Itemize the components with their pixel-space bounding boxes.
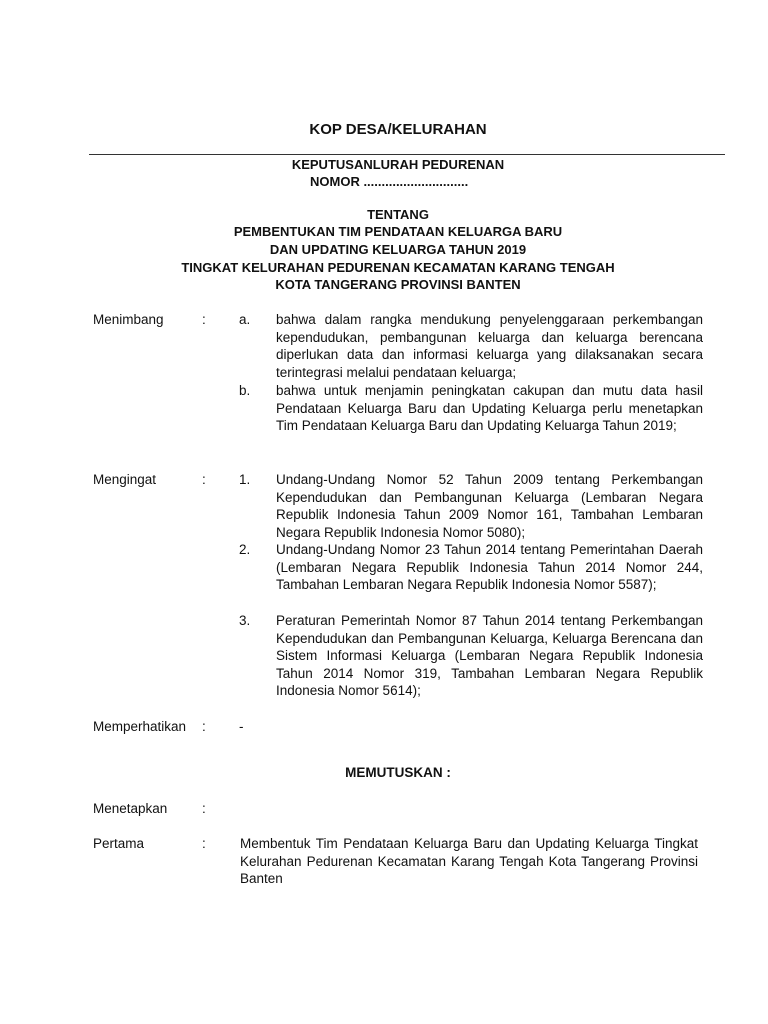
mengingat-label: Mengingat [93, 472, 157, 487]
mengingat-colon: : [202, 472, 206, 487]
menimbang-item-a: bahwa dalam rangka mendukung penyelenggaraan perkembangan kependudukan, pembangunan keluarga dan keluarga berencana diperlukan data dan informasi keluarga yang dilaksanakan secara terintegrasi melalui pendataan keluarga; [276, 312, 703, 380]
decree-number: NOMOR ............................. [310, 174, 469, 189]
decree-title: KEPUTUSANLURAH PEDURENAN [291, 157, 505, 172]
subject-line-3: TINGKAT KELURAHAN PEDURENAN KECAMATAN KARANG TENGAH [181, 260, 615, 275]
mengingat-mark-1: 1. [239, 472, 251, 487]
menimbang-item-b: bahwa untuk menjamin peningkatan cakupan dan mutu data hasil Pendataan Keluarga Baru dan Updating Keluarga perlu menetapkan Tim Pendataan Keluarga Baru dan Updating Keluarga Tahun 2019; [276, 383, 703, 434]
pertama-label: Pertama [93, 836, 145, 851]
memperhatikan-label: Memperhatikan [93, 719, 187, 734]
menetapkan-colon: : [202, 801, 206, 816]
letterhead-title: KOP DESA/KELURAHAN [309, 121, 487, 138]
pertama-colon: : [202, 836, 206, 851]
pertama-text: Membentuk Tim Pendataan Keluarga Baru dan Updating Keluarga Tingkat Kelurahan Pedurenan Kecamatan Karang Tengah Kota Tangerang Provinsi Banten [240, 836, 698, 887]
menimbang-colon: : [202, 312, 206, 327]
menimbang-mark-b: b. [239, 383, 251, 398]
subject-line-1: PEMBENTUKAN TIM PENDATAAN KELUARGA BARU [233, 224, 563, 239]
subject-line-2: DAN UPDATING KELUARGA TAHUN 2019 [269, 242, 527, 257]
subject-line-4: KOTA TANGERANG PROVINSI BANTEN [275, 277, 521, 292]
mengingat-item-2: Undang-Undang Nomor 23 Tahun 2014 tentang Pemerintahan Daerah (Lembaran Negara Republik Indonesia Tahun 2014 Nomor 244, Tambahan Lembaran Negara Republik Indonesia Nomor 5587); [276, 542, 703, 593]
menimbang-label: Menimbang [93, 312, 164, 327]
memutuskan-heading: MEMUTUSKAN : [345, 765, 451, 780]
mengingat-mark-2: 2. [239, 542, 251, 557]
menimbang-mark-a: a. [239, 312, 251, 327]
memperhatikan-value: - [239, 719, 244, 734]
mengingat-item-1: Undang-Undang Nomor 52 Tahun 2009 tentang Perkembangan Kependudukan dan Pembangunan Keluarga (Lembaran Negara Republik Indonesia Tahun 2009 Nomor 161, Tambahan Lembaran Negara Republik Indonesia Nomor 5080); [276, 472, 703, 540]
letterhead-rule [89, 154, 725, 155]
memperhatikan-colon: : [202, 719, 206, 734]
tentang-heading: TENTANG [367, 207, 429, 222]
menetapkan-label: Menetapkan [93, 801, 168, 816]
mengingat-mark-3: 3. [239, 613, 251, 628]
mengingat-item-3: Peraturan Pemerintah Nomor 87 Tahun 2014 tentang Perkembangan Kependudukan dan Pembangunan Keluarga, Keluarga Berencana dan Sistem Informasi Keluarga (Lembaran Negara Republik Indonesia Tahun 2014 Nomor 319, Tambahan Lembaran Negara Republik Indonesia Nomor 5614); [276, 613, 703, 699]
